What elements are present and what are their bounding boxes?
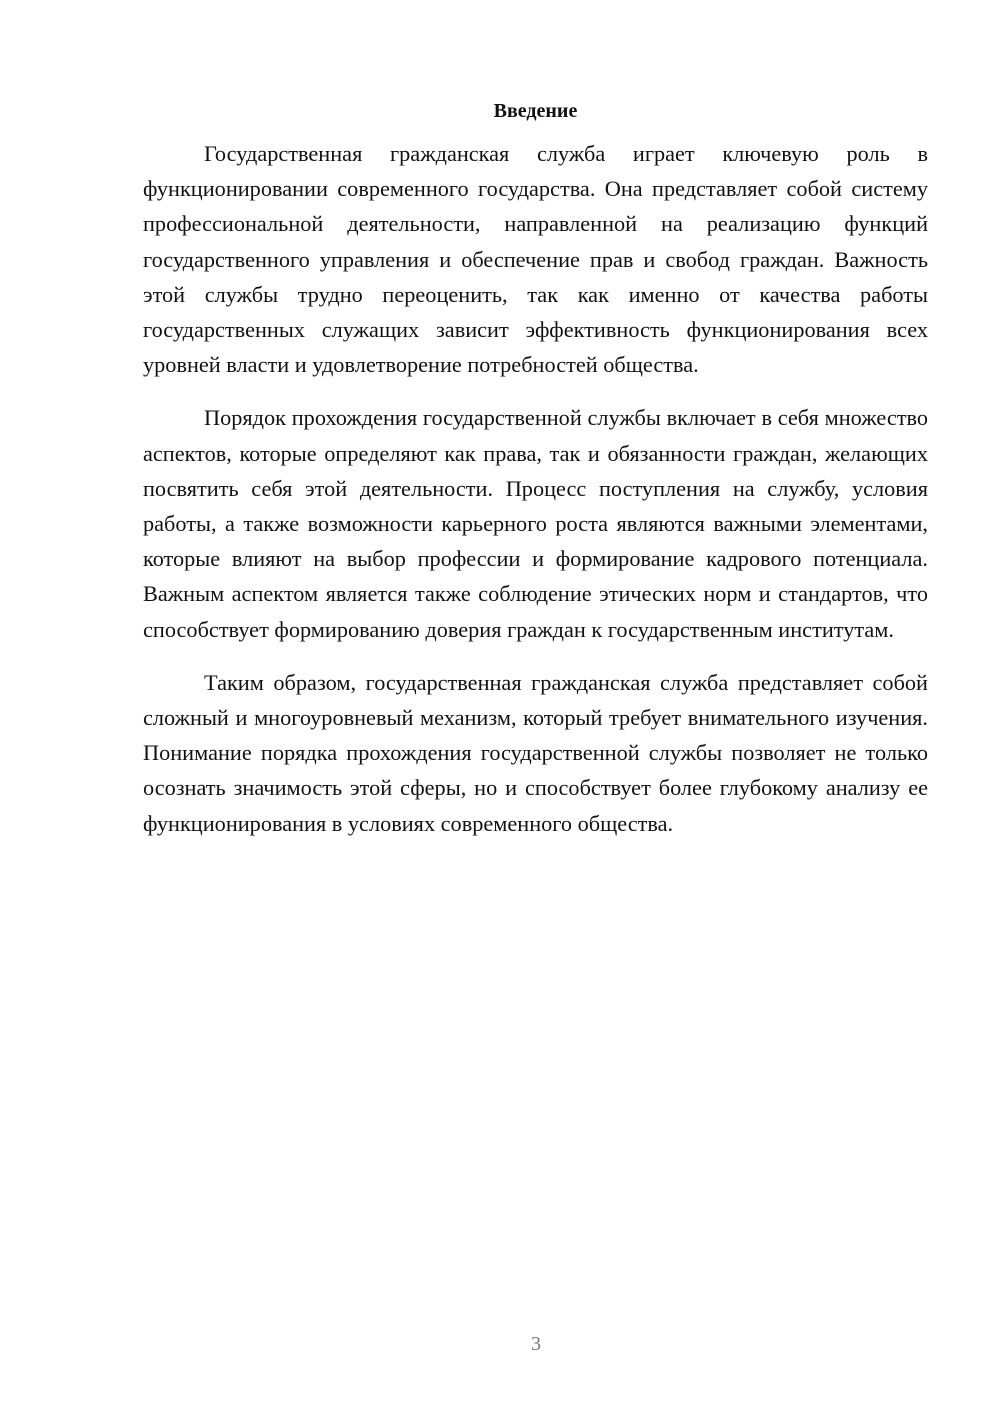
- page-content: [143, 96, 928, 859]
- section-heading: Введение: [493, 100, 578, 122]
- paragraph-1: Государственная гражданская служба играет ключевую роль в функционировании современного государства. Она представляет собой систему профессиональной деятельности, направленной на реализацию функций государственного управления и обеспечение прав и свобод граждан. Важность этой службы трудно переоценить, так как именно от качества работы государственных служащих зависит эффективность функционирования всех уровней власти и удовлетворение потребностей общества.: [143, 141, 928, 378]
- paragraph-2: Порядок прохождения государственной службы включает в себя множество аспектов, которые определяют как права, так и обязанности граждан, желающих посвятить себя этой деятельности. Процесс поступления на службу, условия работы, а также возможности карьерного роста являются важными элементами, которые влияют на выбор профессии и формирование кадрового потенциала. Важным аспектом является также соблюдение этических норм и стандартов, что способствует формированию доверия граждан к государственным институтам.: [143, 405, 928, 642]
- page-number: 3: [531, 1333, 541, 1355]
- paragraph-3: Таким образом, государственная гражданская служба представляет собой сложный и многоуровневый механизм, который требует внимательного изучения. Понимание порядка прохождения государственной службы позволяет не только осознать значимость этой сферы, но и способствует более глубокому анализу ее функционирования в условиях современного общества.: [143, 669, 928, 836]
